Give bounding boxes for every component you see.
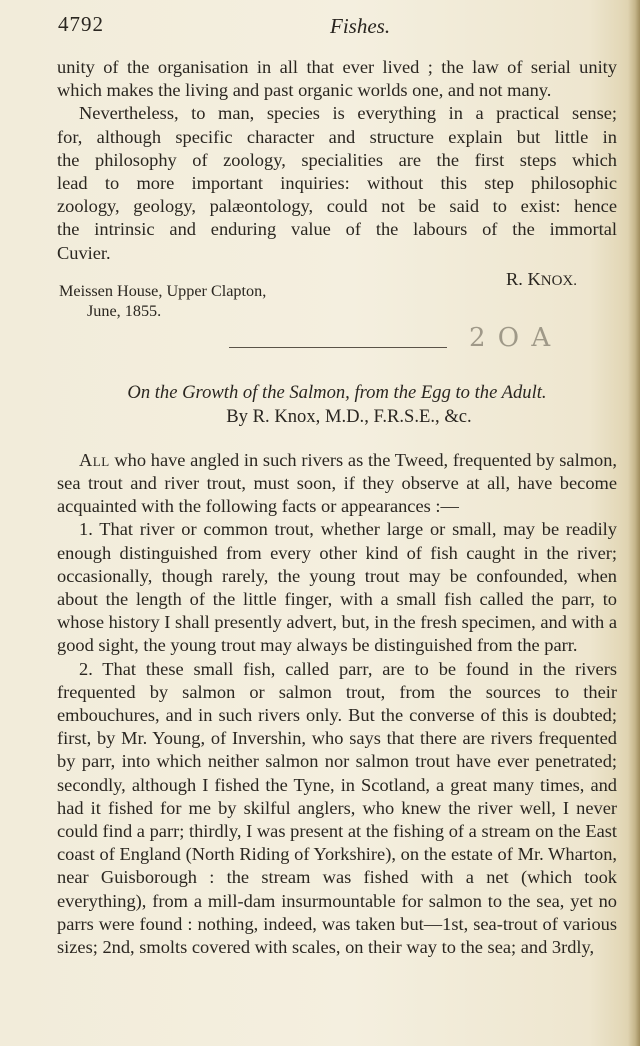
- page-header: [58, 10, 614, 44]
- running-title: Fishes.: [330, 14, 391, 38]
- intro-line: Cuvier.: [57, 242, 111, 263]
- intro-line: lead to more important inquiries: without this step philosophic: [57, 173, 617, 194]
- section-divider-area: [57, 322, 617, 367]
- address-line: Meissen House, Upper Clapton,: [59, 281, 267, 300]
- pencil-annotation: 2 O A: [469, 322, 553, 353]
- signature-surname: NOX.: [540, 272, 577, 289]
- article-paragraph: 1. That river or common trout, whether large or small, may be readily enough distinguished from every other kind of fish caught in the river; occasionally, though rarely, the young trout may be confounded, when about the length of the little finger, with a small fish called the parr, to whose history I shall presently advert, but, in the fresh specimen, and with a good sight, the young trout may always be distinguished from the parr.: [57, 519, 617, 656]
- page-body: [57, 56, 617, 959]
- article-byline: By R. Knox, M.D., F.R.S.E., &c.: [226, 405, 472, 427]
- article-title: On the Growth of the Salmon, from the Egg to the Adult.: [127, 381, 547, 403]
- intro-line: Nevertheless, to man, species is everything in a practical sense;: [79, 103, 617, 124]
- intro-paragraph: [57, 56, 617, 265]
- intro-line: for, although specific character and structure explain but little in: [57, 126, 617, 147]
- section-divider: [229, 347, 447, 348]
- date-line: June, 1855.: [87, 301, 162, 320]
- intro-line: which makes the living and past organic worlds one, and not many.: [57, 80, 552, 101]
- page-number: 4792: [58, 12, 104, 36]
- signature-initial: R. K: [506, 268, 541, 289]
- intro-line: zoology, geology, palæontology, could not be said to exist: hence: [57, 196, 617, 217]
- opening-word: All: [79, 449, 110, 470]
- article-paragraph: 2. That these small fish, called parr, are to be found in the rivers frequented by salmon or salmon trout, from the sources to their embouchures, and in such rivers only. But the converse of this is doubted; first, by Mr. Young, of Invershin, who says that there are rivers frequented by parr, into which neither salmon nor salmon trout have ever penetrated; secondly, although I fished the Tyne, in Scotland, a great many times, and had it fished for me by skilful anglers, who knew the river well, I never could find a parr; thirdly, I was present at the fishing of a stream on the East coast of England (North Riding of Yorkshire), on the estate of Mr. Wharton, near Guisborough : the stream was fished with a net (which took everything), from a mill-dam insurmountable for salmon to the sea, yet no parrs were found : nothing, indeed, was taken but—1st, sea-trout of various sizes; 2nd, smolts covered with scales, on their way to the sea; and 3rdly,: [57, 658, 617, 958]
- intro-line: the intrinsic and enduring value of the labours of the immortal: [57, 219, 617, 240]
- page-edge-shadow: [628, 0, 640, 1046]
- intro-line: the philosophy of zoology, specialities are the first steps which: [57, 149, 617, 170]
- opening-paragraph-text: who have angled in such rivers as the Tweed, frequented by salmon, sea trout and river trout, must soon, if they observe at all, have become acquainted with the following facts or appearances :—: [57, 449, 617, 517]
- article-paragraph: [57, 449, 617, 519]
- intro-line: unity of the organisation in all that ever lived ; the law of serial unity: [57, 57, 617, 77]
